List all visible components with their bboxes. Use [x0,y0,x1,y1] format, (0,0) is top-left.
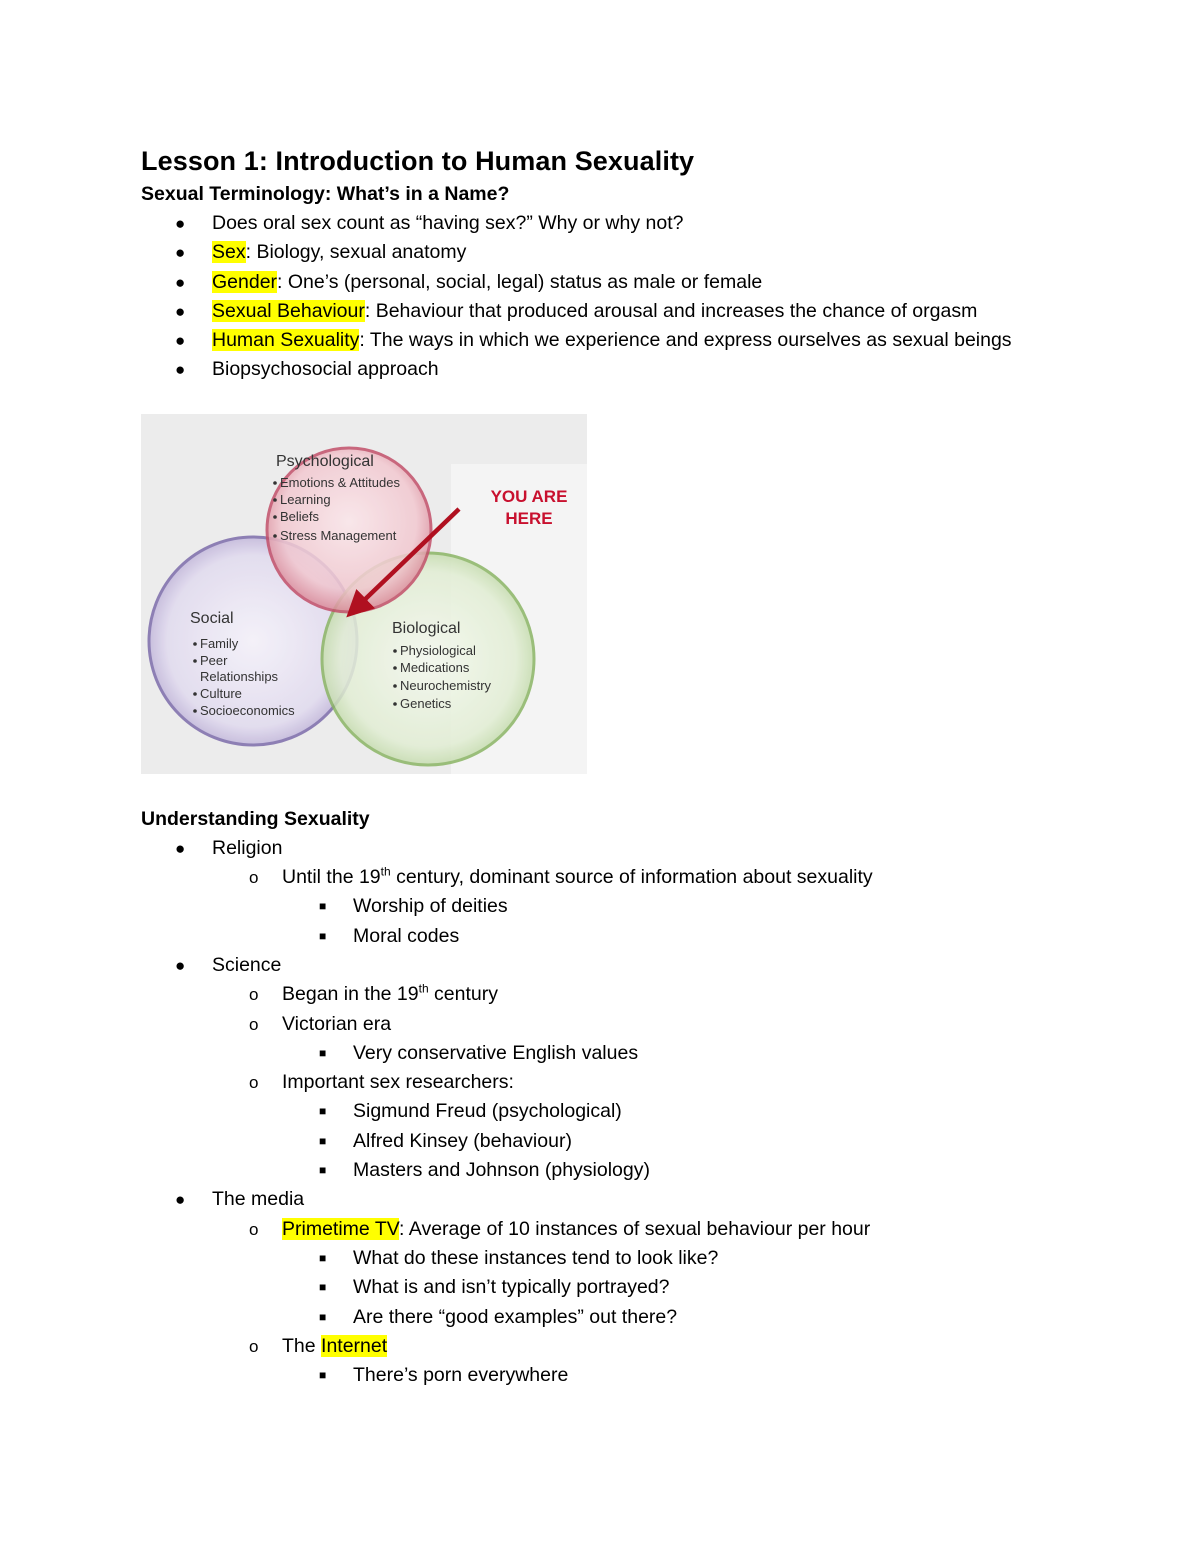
biological-item: Genetics [400,695,452,711]
callout-text: HERE [505,508,553,528]
list-item: ■ Worship of deities [141,892,1071,921]
psychological-item: Beliefs [280,508,320,524]
highlighted-term: Human Sexuality [212,329,360,352]
biological-item: Neurochemistry [400,677,492,693]
list-item: ■ Masters and Johnson (physiology) [141,1156,1071,1185]
bullet-icon: ● [175,214,186,233]
list-item: ● Does oral sex count as “having sex?” Why or why not? [141,209,1071,238]
biopsychosocial-venn-diagram [141,414,587,774]
list-item: ● Gender: One’s (personal, social, legal) status as male or female [141,268,1071,297]
list-item: ● Sex: Biology, sexual anatomy [141,238,1071,267]
square-bullet-icon: ■ [319,1368,327,1383]
list-item: ■ Are there “good examples” out there? [141,1303,1071,1332]
psychological-title: Psychological [276,452,374,470]
square-bullet-icon: ■ [319,928,327,943]
list-item: ● Science [141,951,1071,980]
list-item: o Began in the 19th century [141,980,1071,1009]
social-item: Peer [200,652,228,668]
social-item: Culture [200,685,242,701]
circle-bullet-icon: o [249,868,259,888]
list-item: o Primetime TV: Average of 10 instances of sexual behaviour per hour [141,1215,1071,1244]
highlighted-term: Primetime TV [282,1217,400,1240]
circle-bullet-icon: o [249,1014,259,1034]
list-item: ■ What do these instances tend to look like? [141,1244,1071,1273]
square-bullet-icon: ■ [319,1163,327,1178]
list-item: ■ What is and isn’t typically portrayed? [141,1273,1071,1302]
list-item: ● Human Sexuality: The ways in which we experience and express ourselves as sexual beings [141,326,1071,355]
bullet-icon: ● [175,301,186,321]
biological-item: Physiological [400,642,476,658]
square-bullet-icon: ■ [319,1250,327,1265]
circle-bullet-icon: o [249,985,259,1005]
square-bullet-icon: ■ [319,1309,327,1324]
highlighted-term: Internet [321,1334,388,1357]
list-item: ● The media [141,1185,1071,1214]
list-item: o Until the 19th century, dominant source of information about sexuality [141,863,1071,892]
list-item: o The Internet [141,1332,1071,1361]
highlighted-term: Sex [212,241,246,264]
circle-bullet-icon: o [249,1336,259,1356]
list-item: o Important sex researchers: [141,1068,1071,1097]
square-bullet-icon: ■ [319,899,327,914]
bullet-icon: ● [175,1190,186,1210]
bullet-icon: ● [175,838,186,858]
bullet-icon: ● [175,272,186,292]
bullet-icon: ● [175,360,186,380]
square-bullet-icon: ■ [319,1280,327,1295]
social-title: Social [190,609,234,627]
social-item: Socioeconomics [200,702,295,718]
biological-item: Medications [400,659,470,675]
list-item: ■ There’s porn everywhere [141,1361,1071,1390]
page-title: Lesson 1: Introduction to Human Sexuality [141,146,695,176]
circle-bullet-icon: o [249,1219,259,1239]
document-page [141,143,1071,1390]
psychological-item: Learning [280,491,331,507]
callout-text: YOU ARE [490,486,568,506]
social-item: Family [200,635,239,651]
biological-title: Biological [392,619,461,637]
bullet-icon: ● [175,243,186,263]
list-item: ■ Moral codes [141,922,1071,951]
highlighted-term: Gender [212,270,278,293]
list-item: ● Religion [141,834,1071,863]
list-item: ■ Alfred Kinsey (behaviour) [141,1127,1071,1156]
psychological-item: Stress Management [280,527,397,543]
bullet-icon: ● [175,955,186,975]
square-bullet-icon: ■ [319,1104,327,1119]
bullet-icon: ● [175,331,186,351]
list-item: ■ Sigmund Freud (psychological) [141,1097,1071,1126]
list-item: o Victorian era [141,1010,1071,1039]
social-item: Relationships [200,668,279,684]
psychological-item: Emotions & Attitudes [280,474,400,490]
square-bullet-icon: ■ [319,1045,327,1060]
list-item: ■ Very conservative English values [141,1039,1071,1068]
section-heading-understanding: Understanding Sexuality [141,807,370,830]
section-heading-terminology: Sexual Terminology: What’s in a Name? [141,183,510,205]
list-item: ● Biopsychosocial approach [141,355,1071,384]
list-item: ● Sexual Behaviour: Behaviour that produced arousal and increases the chance of orgasm [141,297,1071,326]
circle-bullet-icon: o [249,1073,259,1093]
square-bullet-icon: ■ [319,1133,327,1148]
highlighted-term: Sexual Behaviour [212,299,365,322]
